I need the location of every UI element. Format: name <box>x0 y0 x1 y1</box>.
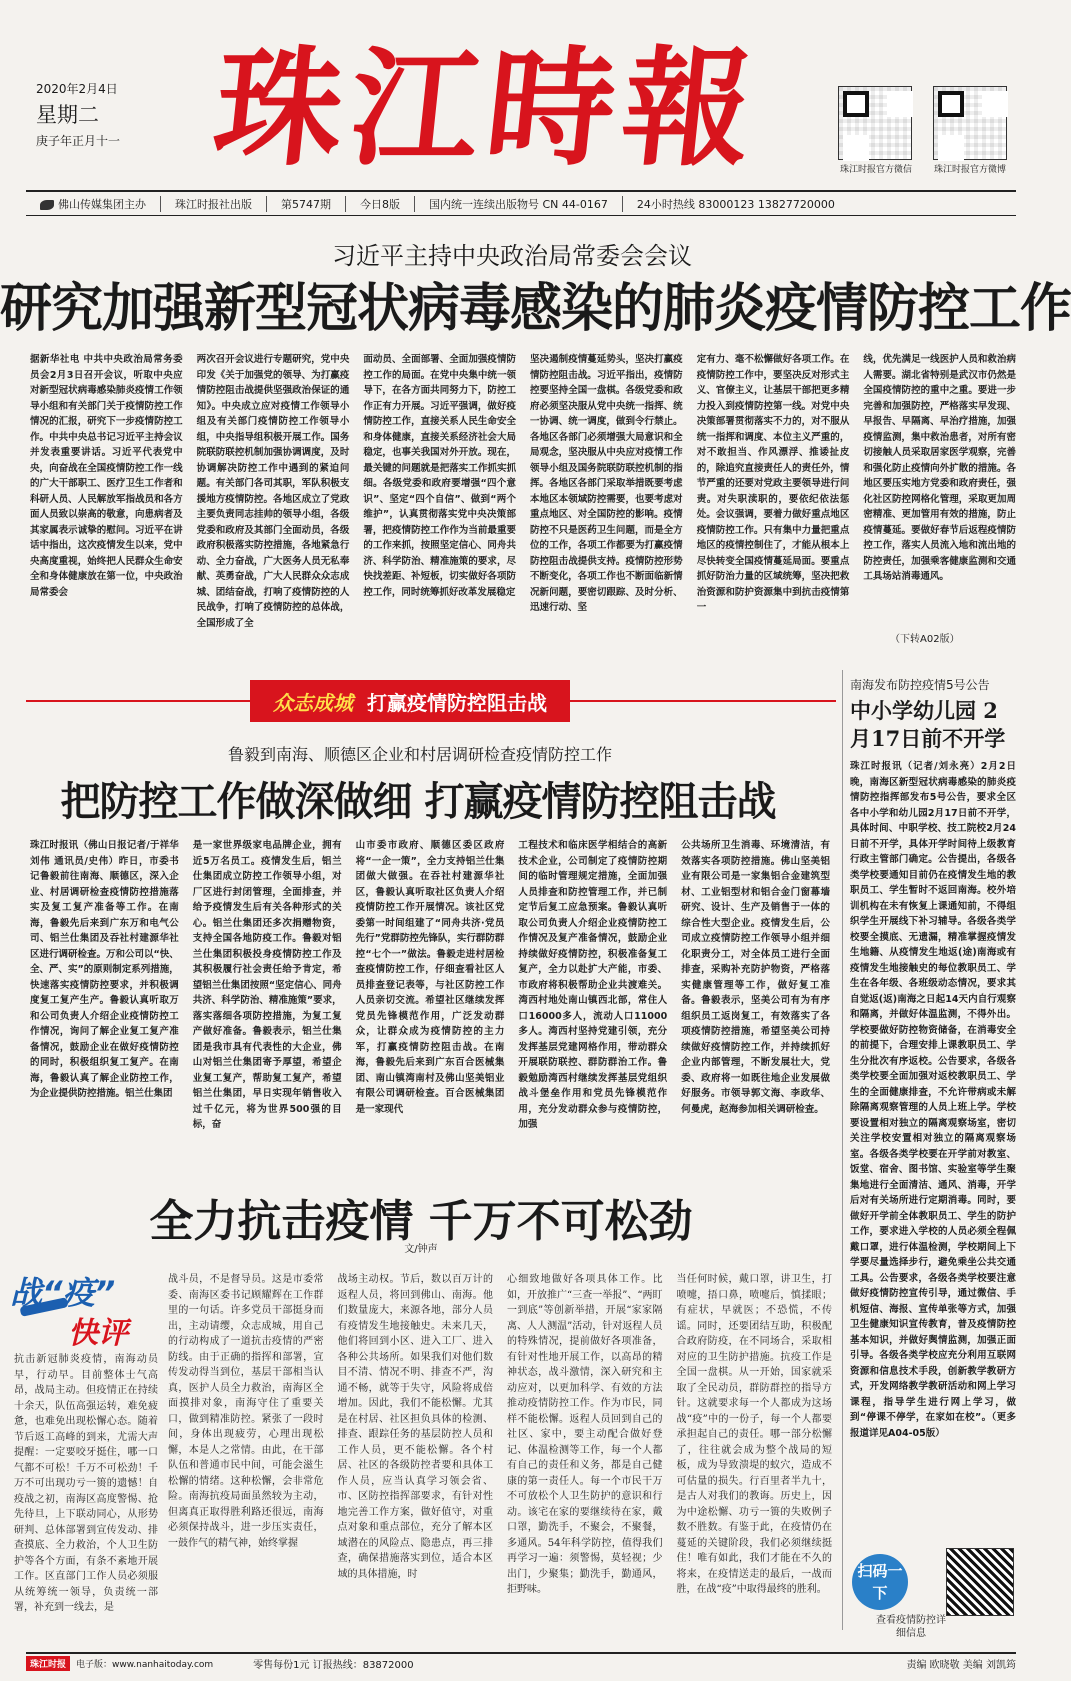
sidebar-divider <box>842 670 843 1630</box>
lead-column: 坚决遏制疫情蔓延势头，坚决打赢疫情防控阻击战。习近平指出，疫情防控要坚持全国一盘棋。各级党委和政府必须坚决服从党中央统一指挥、统一协调、统一调度，做到令行禁止。各地区各部门必须增强大局意识和全局观念，坚决服从中央应对疫情工作领导小组及国务院联防联控机制的指挥。各地区各部门采取举措既要考虑本地区本领域防控需要，也要考虑对重点地区、对全国防控的影响。疫情防控不只是医药卫生问题，而是全方位的工作，各项工作都要为打赢疫情防控阻击战提供支持。疫情防控形势不断变化，各项工作也不断面临新情况新问题，要密切跟踪、及时分析、迅速行动、坚 <box>530 354 683 613</box>
commentary-column: 心细致地做好各项具体工作。比如，开放推广“三查一举报”、“两盯一到底”等创新举措，开展“家家隔离、人人测温”活动，针对返程人员的特殊情况，提前做好各项准备，有针对性地开展工作，以高昂的精神状态，战斗激情，深入研究和主动应对，以更加科学、有效的方法推动疫情防控工作。作为市民，同样不能松懈。返程人员回到自己的社区、家中，要主动配合做好登记、体温检测等工作，每一个人都有自己的责任和义务，都是自己健康的第一责任人。每一个市民干万不可放松个人卫生防护的意识和行动。该宅在家的要继续待在家，戴口罩，勤洗手，不聚会，不聚餐，多通风。54年科学防控，值得我们再学习一遍：须警惕，莫轻视；少出门，少聚集；勤洗手，勤通风，拒野味。 <box>507 1274 663 1595</box>
commentary-column: 当任何时候，戴口罩，讲卫生，打喷嚏，捂口鼻，喷嚏后，慎揉眼；有症状，早就医；不恐慌，不传谣。同时，还要团结互助，积极配合政府防疫，在不同场合，采取相对应的卫生防护措施。抗疫工作是全国一盘棋。从一开始，国家就采取了全民动员，群防群控的指导方针。这就要求每一个人都成为这场战“疫”中的一份子，每一个人都要承担起自己的责任。哪一部分松懈了，往往就会成为整个战局的短板，成为导致溃堤的蚁穴，造成不可估量的损失。行百里者半九十，是古人对我们的教诲。历史上，因为中途松懈、功亏一篑的失败例子数不胜数。有鉴于此，在疫情仍在蔓延的关键阶段，我们必须继续挺住！唯有如此，我们才能在不久的将来，在疫情送走的最后，一战而胜，在战“疫”中取得最终的胜利。 <box>676 1274 832 1595</box>
banner-right: 打赢疫情防控阻击战 <box>367 690 547 715</box>
campaign-banner <box>250 680 570 722</box>
commentary-byline: 文/钟声 <box>404 1244 438 1255</box>
footer <box>26 1652 1016 1672</box>
feature-column: 公共场所卫生消毒、环境清洁，有效落实各项防控措施。佛山坚美铝业有限公司是一家集铝合金建筑型材、工业铝型材和铝合金门窗幕墙研究、设计、生产及销售于一体的综合性大型企业。疫情发生后，公司成立疫情防控工作领导小组并细化职责分工，对全体员工进行全面排查，采购补充防护物资，严格落实健康管理等工作，做好复工准备。鲁毅表示，坚美公司有为有序组织员工返岗复工，有效落实了各项疫情防控措施，希望坚美公司持续做好疫情防控工作，并持续抓好企业内部管理，不断发展壮大，党委、政府将一如既往地企业发展做好服务。市领导郭文海、李政华、何曼虎，赵海参加相关调研检查。 <box>681 840 830 1115</box>
scan-bubble: 扫码一下 <box>852 1554 908 1610</box>
newspaper-logo[interactable]: 珠江時報 <box>207 34 767 184</box>
lead-column: 线，优先满足一线医护人员和救治病人需要。湖北省特别是武汉市仍然是全国疫情防控的重中之重。要进一步完善和加强防控，严格落实早发现、早报告、早隔离、早治疗措施，加强疫情监测，集中救治患者，对所有密切接触人员采取居家医学观察，完善和强化防止疫情向外扩散的措施。各地区要压实地方党委和政府责任，强化社区防控网格化管理，采取更加周密精准、更加管用有效的措施，防止疫情蔓延。要做好春节后返程疫情防控工作，落实人员流入地和流出地的防控责任，加强乘客健康监测和交通工具场站消毒通风。 <box>863 354 1017 582</box>
sidebar-body: 珠江时报讯（记者/刘永亮）2月2日晚，南海区新型冠状病毒感染的肺炎疫情防控指挥部发布5号公告，要求全区各中小学和幼儿园2月17日前不开学，具体时间、中职学校、技工院校2月24日前不开学，具体开学时间待上级教育行政主管部门确定。公告提出，各级各类学校要通知目前仍在疫情发生地的教职员工、学生暂时不返回南海。校外培训机构在未有恢复上课通知前，不得组织学生开展线下补习辅导。各级各类学校要全摸底、无遗漏，精准掌握疫情发生地籍、从疫情发生地返(途)南海或有疫情发生地接触史的每位教职员工、学生在各年级、各班级动态情况，要求其自觉返(返)南海之日起14天内自行观察和隔离，并做好体温监测，不得外出。学校要做好防控物资储备，在消毒安全的前提下，合理安排上课教职员工、学生分批次有序返校。公告要求，各级各类学校要全面加强对返校教职员工、学生的全面健康排查，不允许带病或未解除隔离观察管理的人员上班上学。学校要设置相对独立的隔离观察场室，密切关注学校安置相对独立的隔离观察场室。各级各类学校要在开学前对教室、饭堂、宿舍、图书馆、实验室等学生聚集地进行全面清洁、通风、消毒，开学后对有关场所进行定期消毒。同时，要做好开学前全体教职员工、学生的防护工作，要求进入学校的人员必须全程佩戴口罩，进行体温检测，学校期间上下学要尽量选择步行，避免乘坐公共交通工具。公告要求，各级各类学校要注意做好疫情防控宣传引导，通过微信、手机短信、海报、宣传单张等方式，加强卫生健康知识宣传教育，普及疫情防控基本知识，并做好舆情监测，加强正面引导。各级各类学校应充分利用互联网资源和信息技术手段，创新教学教研方式，开发网络教学教研活动和网上学习课程，指导学生进行网上学习，做到“停课不停学，在家如在校”。（更多报道详见A04-05版） <box>850 761 1016 1439</box>
commentary-column: 抗击新冠肺炎疫情，南海动员早，行动早。目前整体士气高昂，战局主动。但疫情正在持续十余天，队伍高强运转，难免疲惫，也难免出现松懈心态。随着节后返工高峰的到来，尤需大声提醒：一定要咬牙挺住，哪一口气都不可松！千万不可松劲！千万不可出现功亏一篑的遗憾！自疫战之初，南海区高度警惕、抢先待旦，上下联动同心，从形势研判、总体部署到宣传发动、排查摸底、全力救治，个人卫生防护等各个方面，有条不紊地开展工作。区直部门工作人员必须服从统筹统一领导，负责统一部署，补充到一线去，是 <box>14 1354 158 1613</box>
feature-column: 工程技术和临床医学相结合的高新技术企业，公司制定了疫情防控期间的临时管理规定措施，全面加强人员排查和防控管理工作，并已制定节后复工应急预案。鲁毅认真听取公司负责人介绍企业疫情防控工作情况及复产准备情况，鼓励企业持续做好疫情防控，积极准备复工复产，全力以赴扩大产能，市委、市政府将积极帮助企业共渡难关。湾西村地处南山镇西北部，常住人口16000多人，流动人口11000多人。湾西村坚持党建引领，充分发挥基层党建网格作用，带动群众开展联防联控、群防群治工作。鲁毅勉励湾西村继续发挥基层党组织战斗堡垒作用和党员先锋模范作用，充分发动群众参与疫情防控，加强 <box>518 840 668 1130</box>
lunar-date: 庚子年正月十一 <box>36 134 121 148</box>
wechat-qr-code[interactable] <box>838 86 912 160</box>
banner-left: 众志成城 <box>273 690 353 715</box>
date-block <box>36 80 120 149</box>
footer-price: 零售每份1元 订报热线：83872000 <box>253 1659 414 1671</box>
masthead <box>0 0 1024 190</box>
lead-column: 两次召开会议进行专题研究，党中央印发《关于加强党的领导、为打赢疫情防控阻击战提供坚强政治保证的通知》。中央成立应对疫情工作领导小组及有关部门疫情防控工作领导小组，中央指导组积极开展工作。国务院联防联控机制加强协调调度，及时协调解决防控工作中遇到的紧迫问题。有关部门各司其职，军队积极支援地方疫情防控。各地区成立了党政主要负责同志挂帅的领导小组，各级党委和政府及其部门全面动员，各级政府积极落实防控措施，各地紧急行动、全力奋战，广大医务人员无私奉献、英勇奋战，广大人民群众众志成城、团结奋战，打响了疫情防控的人民战争，打响了疫情防控的总体战，全国形成了全 <box>196 354 350 629</box>
feature-column: 是一家世界级家电品牌企业，拥有近5万名员工。疫情发生后，铝兰仕集团成立防控工作领导小组，对厂区进行封闭管理，全面排查，并给予疫情发生后有关各种形式的关心。铝兰仕集团还多次捐赠物资，支持全国各地防疫工作。鲁毅对铝兰仕集团积极投身疫情防控工作及其积极履行社会责任给予肯定，希望铝兰仕集团按照“坚定信心、同舟共济、科学防治、精准施策”要求，落实落细各项防控措施，为复工复产做好准备。鲁毅表示，铝兰仕集团是我市具有代表性的大企业，佛山对铝兰仕集团寄予厚望，希望企业复工复产，帮助复工复产，希望铝兰仕集团，早日实现年销售收入过千亿元，将为世界500强的目标，奋 <box>192 840 342 1130</box>
group-logo-icon <box>40 200 54 210</box>
footer-logo: 珠江时报 <box>26 1656 70 1671</box>
issue-number: 第5747期 <box>267 196 346 212</box>
badge-line2: 快评 <box>68 1316 128 1351</box>
commentary-body-first <box>14 1352 158 1640</box>
qr-left-label: 珠江时报官方微信 <box>839 165 912 175</box>
publisher: 珠江时报社出版 <box>161 196 267 212</box>
hotline: 24小时热线 83000123 13827720000 <box>636 197 835 211</box>
scan-caption: 查看疫情防控详细信息 <box>876 1615 946 1639</box>
lead-column: 定有力、毫不松懈做好各项工作。在疫情防控工作中，要坚决反对形式主义、官僚主义，让基层干部把更多精力投入到疫情防控第一线。对党中央决策部署贯彻落实不力的，对不服从统一指挥和调度、本位主义严重的，对不敢担当、作风漂浮、推诿扯皮的，除追究直接责任人的责任外，情节严重的还要对党政主要领导进行问责。对失职渎职的，要依纪依法惩处。会议强调，要着力做好重点地区疫情防控工作。只有集中力量把重点地区的疫情控制住了，才能从根本上尽快转变全国疫情蔓延局面。要重点抓好防治力量的区域统筹，坚决把救治资源和防护资源集中到抗击疫情第一 <box>696 354 850 613</box>
continued-note[interactable]: （下转A02版） <box>890 634 960 645</box>
issue-date: 2020年2月4日 <box>36 82 118 96</box>
cn-number: 国内统一连续出版物号 CN 44-0167 <box>415 196 623 212</box>
weibo-qr-code[interactable] <box>933 86 1007 160</box>
commentary-headline[interactable]: 全力抗击疫情 千万不可松劲 <box>149 1196 693 1247</box>
footer-staff: 责编 欧晓敬 美编 刘凯筠 <box>906 1659 1016 1671</box>
info-bar <box>26 190 1016 216</box>
sidebar-headline[interactable]: 中小学幼儿园 2月17日前不开学 <box>850 698 1006 751</box>
commentary-badge <box>10 1268 160 1351</box>
commentary-column: 战斗员，不是督导员。这是市委常委、南海区委书记顾耀辉在工作群里的一句话。许多党员干部挺身而出，主动请缨，众志成城，用自己的行动构成了一道抗击疫情的严密防线。由于正确的指挥和部署，宣传发动得当到位，基层干部相当认真，医护人员全力救治，南海区全面摸排对象，南海守住了重要关口，做到精准防控。紧张了一段时间，身体出现疲劳，心理出现松懈，本是人之常情。由此，在干部队伍和普通市民中间，可能会滋生松懈的情绪。这种松懈，会非常危险。南海抗疫局面虽然较为主动，但离真正取得胜利路还很远，南海必须保持战斗，进一步压实责任，一鼓作气的精气神，始终掌握 <box>168 1274 324 1549</box>
lead-body <box>30 352 1017 629</box>
footer-website[interactable]: 电子版：www.nanhaitoday.com <box>76 1659 214 1670</box>
sponsor: 佛山传媒集团主办 <box>26 196 161 212</box>
lead-kicker: 习近平主持中央政治局常委会会议 <box>332 242 692 270</box>
scan-box[interactable] <box>852 1548 1018 1644</box>
lead-column: 面动员、全面部署、全面加强疫情防控工作的局面。在党中央集中统一领导下，在各方面共同努力下，防控工作正有力开展。习近平强调，做好疫情防控工作，直接关系人民生命安全和身体健康，直接关系经济社会大局稳定，也事关我国对外开放。现在，最关键的问题就是把落实工作抓实抓细。各级党委和政府要增强“四个意识”、坚定“四个自信”、做到“两个维护”，认真贯彻落实党中央决策部署，把疫情防控工作作为当前最重要的工作来抓，按照坚定信心、同舟共济、科学防治、精准施策的要求，尽快找差距、补短板，切实做好各项防控工作，同时统筹抓好改革发展稳定 <box>363 354 517 598</box>
qr-right-label: 珠江时报官方微博 <box>933 165 1006 175</box>
sidebar-story <box>850 676 1016 1639</box>
feature-column: 山市委市政府、顺德区委区政府将“一企一策”，全力支持铝兰仕集团做大做强。在吞社村建源华社区，鲁毅认真听取社区负责人介绍疫情防控工作开展情况。该社区党委第一时间组建了“同舟共济·党员先行”党群防控先锋队，实行群防群控“七个一”做法。鲁毅走进村居检查疫情防控工作，仔细查看社区人员排查登记表等，与社区防控工作人员亲切交流。希望社区继续发挥党员先锋模范作用，广泛发动群众，让群众成为疫情防控的主力军，打赢疫情防控阻击战。在南海，鲁毅先后来到广东百合医械集团、南山镇湾南村及佛山坚美铝业有限公司调研检查。百合医械集团是一家现代 <box>355 840 505 1115</box>
lead-column: 据新华社电 中共中央政治局常务委员会2月3日召开会议，听取中央应对新型冠状病毒感染肺炎疫情工作领导小组和有关部门关于疫情防控工作情况的汇报，研究下一步疫情防控工作。中共中央总书记习近平主持会议并发表重要讲话。习近平代表党中央，向奋战在全国疫情防控工作一线的广大干部职工、医疗卫生工作者和科研人员、人民解放军指战员和各方面人员致以崇高的敬意，向患病者及其家属表示诚挚的慰问。习近平在讲话中指出，这次疫情发生以来，党中央高度重视，始终把人民群众生命安全和身体健康放在第一位，中央政治局常委会 <box>30 354 183 598</box>
page-count: 今日8版 <box>346 196 415 212</box>
commentary-column: 战场主动权。节后，数以百万计的返程人员，将回到佛山、南海。他们数量庞大，来源各地，部分人员有疫情发生地接触史。未来几天，他们将回到小区、进入工厂、进入各种公共场所。如果我们对他们数目不清、情况不明、排查不严，沟通不畅，就等于失守，风险将成倍增加。因此，我们不能松懈。尤其是在村居、社区担负具体的检测、排查、跟踪任务的基层防控人员和工作人员，更不能松懈。各个村居、社区的各级防控者要和具体工作人员，应当认真学习领会省、市、区防控指挥部要求，有针对性地完善工作方案，做好值守，对重点对象和重点部位，充分了解本区域潜在的风险点、隐患点，再三排查，确保措施落实到位，适合本区域的具体措施，时 <box>337 1274 493 1580</box>
lead-headline[interactable]: 研究加强新型冠状病毒感染的肺炎疫情防控工作 <box>0 279 1071 339</box>
feature-kicker: 鲁毅到南海、顺德区企业和村居调研检查疫情防控工作 <box>227 745 612 764</box>
weekday: 星期二 <box>36 103 99 127</box>
feature-column: 珠江时报讯（佛山日报记者/于祥华 刘伟 通讯员/史伟）昨日，市委书记鲁毅前往南海、顺德区，深入企业、村居调研检查疫情防控措施落实及复工复产准备等工作。在南海，鲁毅先后来到广东万和电气公司、铝兰仕集团及吞社村建源华社区进行调研检查。万和公司以“快、全、严、实”的原则制定系列措施，快速落实疫情防控要求，并积极调度复工复产生产。鲁毅认真听取万和公司负责人介绍企业疫情防控工作情况，询问了解企业复工复产准备情况，鼓励企业在做好疫情防控的同时，积极组织复工复产。在南海，鲁毅认真了解企业防控工作，为企业提供防控措施。铝兰仕集团 <box>30 840 179 1099</box>
feature-headline[interactable]: 把防控工作做深做细 打赢疫情防控阻击战 <box>60 779 776 825</box>
commentary-body-main <box>168 1272 832 1640</box>
scan-qr-code[interactable] <box>946 1548 1014 1616</box>
sidebar-kicker: 南海发布防控疫情5号公告 <box>850 678 990 692</box>
feature-body <box>30 838 830 1156</box>
badge-line1: 战“疫” <box>10 1274 116 1312</box>
